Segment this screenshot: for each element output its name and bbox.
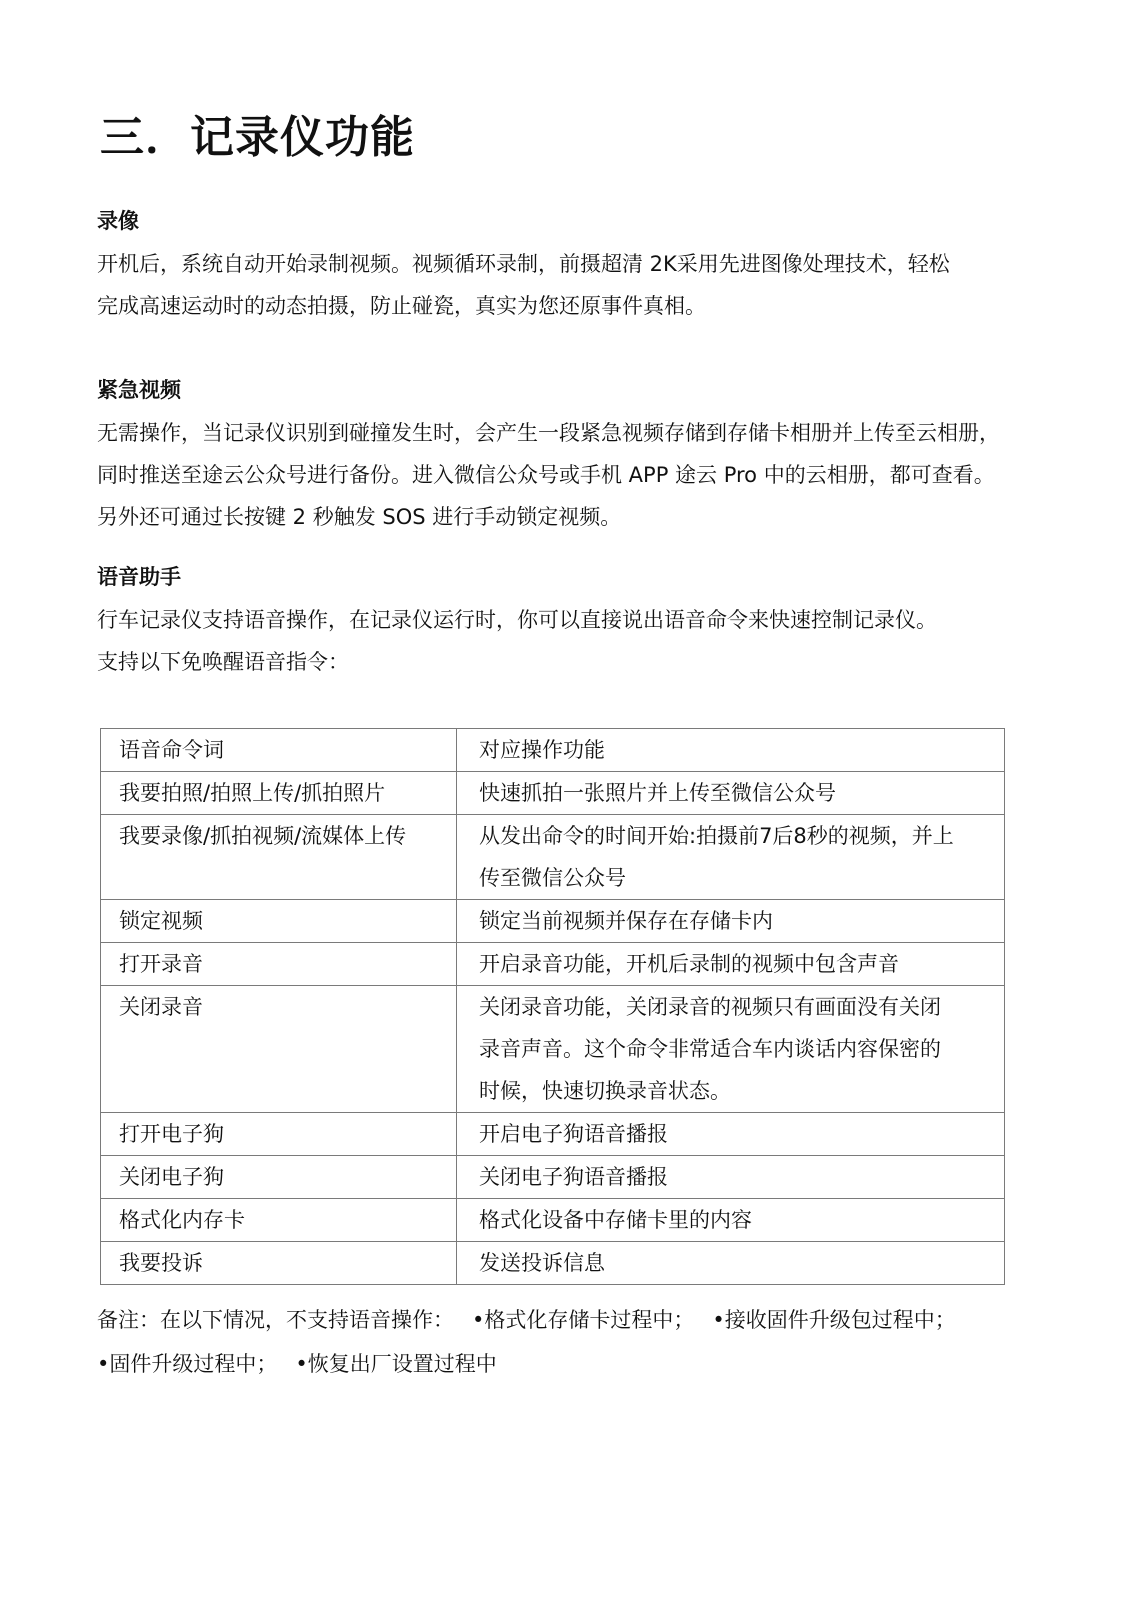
command-cell: 我要投诉	[101, 1242, 457, 1285]
table-row	[101, 815, 1005, 900]
table-header-command: 语音命令词	[101, 729, 457, 772]
page-title: 三．记录仪功能	[100, 112, 415, 163]
section-body-emergency	[97, 412, 1067, 538]
function-line: 关闭录音功能，关闭录音的视频只有画面没有关闭	[479, 995, 941, 1019]
command-cell: 关闭电子狗	[101, 1156, 457, 1199]
function-cell	[457, 943, 1005, 986]
table-row	[101, 772, 1005, 815]
text-line: 同时推送至途云公众号进行备份。进入微信公众号或手机 APP 途云 Pro 中的云相册，都可查看。	[97, 463, 995, 487]
text-line: 完成高速运动时的动态拍摄，防止碰瓷，真实为您还原事件真相。	[97, 294, 706, 318]
section-body-recording	[97, 243, 1067, 327]
section-body-voice	[97, 599, 1067, 683]
section-heading-recording: 录像	[97, 209, 139, 233]
note-item: •格式化存储卡过程中；	[472, 1308, 695, 1332]
function-line: 从发出命令的时间开始:拍摄前7后8秒的视频，并上	[479, 824, 954, 848]
section-heading-voice: 语音助手	[97, 565, 181, 589]
function-cell	[457, 986, 1005, 1113]
note-item: •接收固件升级包过程中；	[712, 1308, 956, 1332]
table-header-row	[101, 729, 1005, 772]
command-cell: 格式化内存卡	[101, 1199, 457, 1242]
function-line: 开启电子狗语音播报	[479, 1122, 668, 1146]
text-line: 行车记录仪支持语音操作，在记录仪运行时，你可以直接说出语音命令来快速控制记录仪。	[97, 608, 937, 632]
function-cell	[457, 1242, 1005, 1285]
table-header-function: 对应操作功能	[457, 729, 1005, 772]
command-cell: 锁定视频	[101, 900, 457, 943]
command-cell: 我要拍照/拍照上传/抓拍照片	[101, 772, 457, 815]
function-line: 快速抓拍一张照片并上传至微信公众号	[479, 781, 836, 805]
table-row	[101, 1199, 1005, 1242]
command-cell: 关闭录音	[101, 986, 457, 1113]
function-line: 录音声音。这个命令非常适合车内谈话内容保密的	[479, 1037, 941, 1061]
voice-command-table	[100, 728, 1005, 1285]
text-line: 开机后，系统自动开始录制视频。视频循环录制，前摄超清 2K采用先进图像处理技术，轻松	[97, 252, 950, 276]
function-line: 锁定当前视频并保存在存储卡内	[479, 909, 773, 933]
function-line: 发送投诉信息	[479, 1251, 605, 1275]
note-label: 备注：在以下情况，不支持语音操作：	[97, 1308, 454, 1332]
function-line: 格式化设备中存储卡里的内容	[479, 1208, 752, 1232]
section-heading-emergency: 紧急视频	[97, 378, 181, 402]
function-cell	[457, 1199, 1005, 1242]
table-row	[101, 986, 1005, 1113]
function-cell	[457, 1156, 1005, 1199]
function-cell	[457, 815, 1005, 900]
function-line: 传至微信公众号	[479, 866, 626, 890]
function-line: 开启录音功能，开机后录制的视频中包含声音	[479, 952, 899, 976]
command-cell: 打开电子狗	[101, 1113, 457, 1156]
table-row	[101, 1156, 1005, 1199]
text-line: 支持以下免唤醒语音指令：	[97, 650, 349, 674]
text-line: 另外还可通过长按键 2 秒触发 SOS 进行手动锁定视频。	[97, 505, 622, 529]
table-row	[101, 1242, 1005, 1285]
table-row	[101, 1113, 1005, 1156]
function-line: 关闭电子狗语音播报	[479, 1165, 668, 1189]
note-item: •固件升级过程中；	[97, 1352, 278, 1376]
text-line: 无需操作，当记录仪识别到碰撞发生时，会产生一段紧急视频存储到存储卡相册并上传至云相册，	[97, 421, 1000, 445]
function-cell	[457, 1113, 1005, 1156]
table-row	[101, 900, 1005, 943]
table-row	[101, 943, 1005, 986]
note-item: •恢复出厂设置过程中	[295, 1352, 497, 1376]
command-cell: 打开录音	[101, 943, 457, 986]
note-block	[97, 1298, 1087, 1386]
command-cell: 我要录像/抓拍视频/流媒体上传	[101, 815, 457, 900]
note-line	[97, 1342, 1087, 1386]
function-cell	[457, 900, 1005, 943]
function-line: 时候，快速切换录音状态。	[479, 1079, 731, 1103]
note-line	[97, 1298, 1087, 1342]
function-cell	[457, 772, 1005, 815]
